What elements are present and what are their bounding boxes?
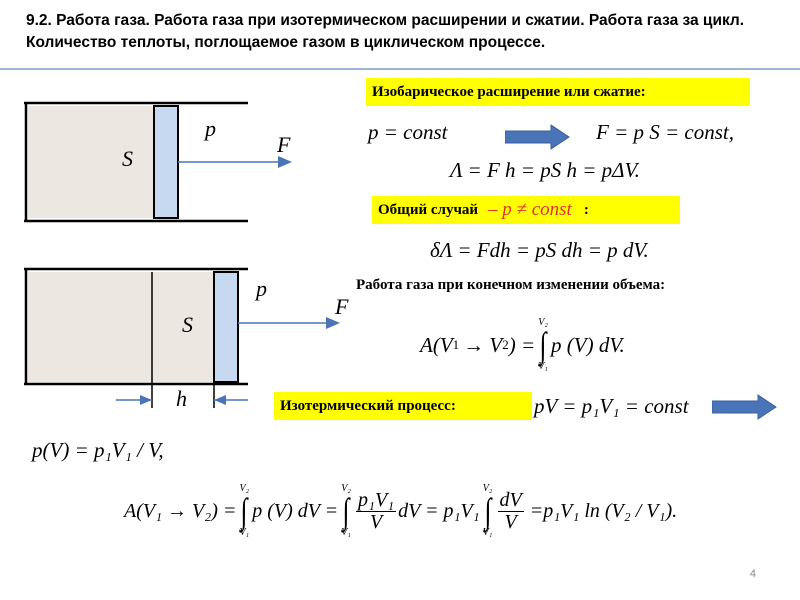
fraction-2 [498,490,524,533]
finite-change-eq: A(V 1 → V 2 ) = V₂ ∫ V₁ p (V) dV. [420,317,625,372]
int1-upper: V₂ [239,483,250,494]
general-case-box [372,196,680,224]
finite-change-heading: Работа газа при конечном изменении объема: [356,277,666,293]
isothermal-eq: pV = p₁V₁ = const [534,394,689,418]
finite-eq-mid: → V [463,332,503,357]
integral-upper-limit: V₂ [538,317,548,328]
displacement-label: h [176,386,187,411]
isobaric-eq-const: p = const [368,120,448,144]
h-arrow-right-head [214,395,226,405]
int3-lower: V₁ [482,527,493,538]
isobaric-eq-force: F = p S = const, [596,120,734,144]
finite-eq-lhs: A(V [420,332,453,357]
pressure-volume-eq: p(V) = p₁V₁ / V, [32,438,164,462]
implies-arrow-1 [505,124,571,150]
fraction-1 [356,490,396,533]
finite-eq-integrand: p (V) dV. [551,332,625,357]
int2-lower: V₁ [341,527,351,538]
integral-sign-2: V₂ ∫ V₁ [341,483,351,538]
int3-upper: V₂ [482,483,493,494]
fraction-2-numerator: dV [499,488,522,511]
int1-lower: V₁ [239,527,250,538]
fraction-1-denominator: V [369,510,383,533]
gas-chamber [28,106,154,218]
work-eq-integrand-1: p (V) dV = [252,499,339,522]
integral-sign-1: V₂ ∫ V₁ [239,483,250,538]
isobaric-eq-work: Λ = F h = pS h = pΔV. [450,158,640,182]
pressure-label-2: p [256,276,267,301]
integral-lower-limit: V₁ [538,361,548,372]
fraction-2-denominator: V [504,510,517,533]
area-label-2: S [182,312,193,337]
work-eq-lhs: A(V₁ → V₂) = [124,499,237,522]
area-label-1: S [122,146,133,171]
general-case-colon: : [583,201,589,218]
work-eq-result: =p₁V₁ ln (V₂ / V₁). [529,499,678,522]
pressure-label-1: p [205,116,216,141]
page-number: 4 [749,568,756,580]
integral-sign-3: V₂ ∫ V₁ [482,483,493,538]
piston [154,106,178,218]
general-case-eq: δΛ = Fdh = pS dh = p dV. [430,238,649,262]
finite-eq-equals: ) = [508,332,536,357]
int2-upper: V₂ [341,483,351,494]
force-label-2: F [335,294,349,319]
isothermal-work-eq [124,484,677,538]
h-arrow-left-head [140,395,152,405]
title-divider [0,68,800,70]
isothermal-heading: Изотермический процесс: [274,392,532,420]
piston-2 [214,272,238,382]
force-label-1: F [277,132,291,157]
piston-diagram-1 [20,98,320,228]
integral-sign: V₂ ∫ V₁ [538,317,548,372]
fraction-1-numerator: p₁V₁ [358,488,395,511]
work-eq-middle: dV = p₁V₁ [398,499,480,522]
general-case-condition: – p ≠ const [488,199,572,220]
general-case-heading: Общий случай [378,201,479,218]
isobaric-heading: Изобарическое расширение или сжатие: [366,78,750,106]
page-title: 9.2. Работа газа. Работа газа при изотермическом расширении и сжатии. Работа газа за цикл. Количество теплоты, поглощаемое газом в циклическом процессе. [26,12,745,51]
implies-arrow-2 [712,394,778,420]
